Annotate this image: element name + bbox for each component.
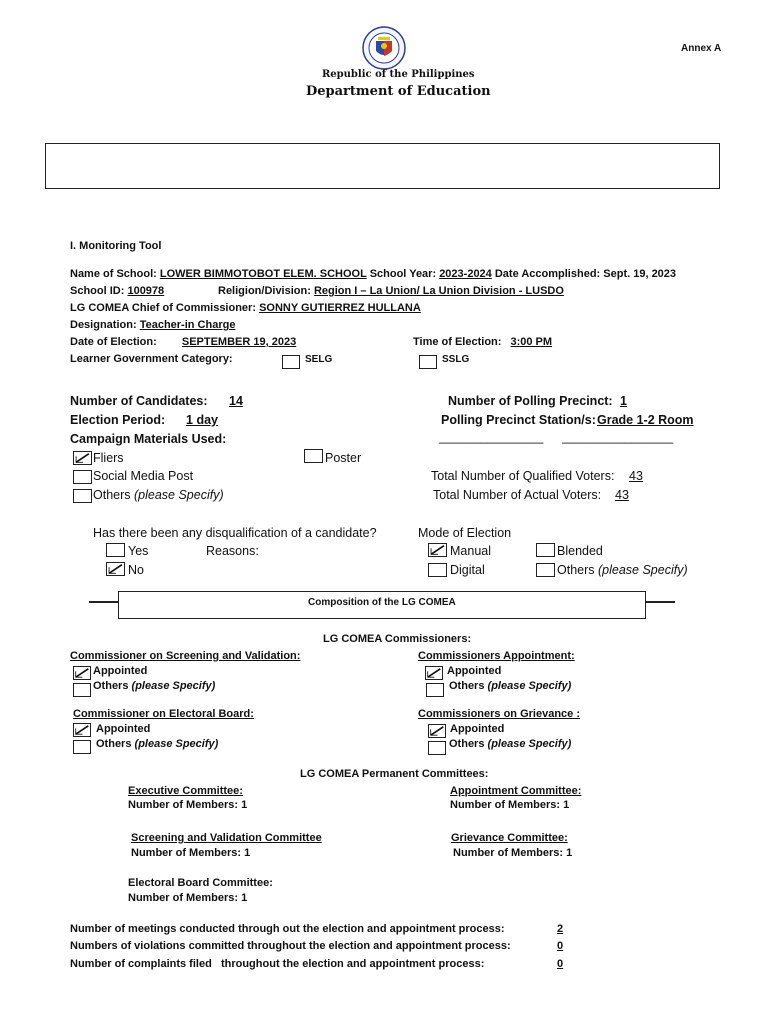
check-mark-icon [426,667,442,679]
disq-yes-checkbox[interactable] [106,543,125,557]
materials-label: Campaign Materials Used: [70,432,227,446]
school-id-label: School ID: [70,285,125,297]
period-label: Election Period: [70,413,166,427]
mode-label: Mode of Election [418,526,512,540]
screening-appointed-label: Appointed [93,665,148,677]
others-material-specify: (please Specify) [134,488,224,502]
permanent-title: LG COMEA Permanent Committees: [300,768,489,780]
electoral-others-text: Others [96,738,132,750]
chief-label: LG COMEA Chief of Commissioner: [70,302,256,314]
sslg-checkbox[interactable] [419,355,437,369]
griev-committee-members: Number of Members: 1 [453,847,573,859]
date-accomplished-value: Sept. 19, 2023 [603,268,677,280]
selg-checkbox[interactable] [282,355,300,369]
title-box [45,143,720,189]
department-heading: Department of Education [306,84,491,99]
manual-checkbox[interactable] [428,543,447,557]
electoral-others-specify: (please Specify) [134,738,219,750]
candidates-label: Number of Candidates: [70,394,208,408]
election-date-value: SEPTEMBER 19, 2023 [181,336,297,348]
category-label: Learner Government Category: [70,353,233,365]
precinct-value: 1 [620,394,627,408]
selg-label: SELG [305,354,333,365]
sslg-label: SSLG [442,354,470,365]
sv-committee-members: Number of Members: 1 [131,847,251,859]
composition-title: Composition of the LG COMEA [308,597,456,608]
chief-value: SONNY GUTIERREZ HULLANA [259,302,421,314]
manual-label: Manual [450,544,491,558]
grievance-appointed-label: Appointed [450,723,505,735]
school-name-row [70,268,676,280]
screening-others-label [93,680,215,692]
fliers-label: Fliers [93,451,124,465]
fliers-checkbox[interactable] [73,451,92,465]
reasons-label: Reasons: [206,544,259,558]
blended-checkbox[interactable] [536,543,555,557]
designation-row [70,319,235,331]
check-mark-icon [74,452,91,464]
designation-label: Designation: [70,319,137,331]
grievance-title: Commissioners on Grievance : [418,708,580,720]
exec-committee-title: Executive Committee: [128,785,243,797]
school-id-row [70,285,164,297]
appointment-others-specify: (please Specify) [487,680,572,692]
republic-heading: Republic of the Philippines [322,69,475,80]
election-time-row [413,336,560,348]
eb-committee-title: Electoral Board Committee: [128,877,273,889]
qualified-voters-label: Total Number of Qualified Voters: [431,469,615,483]
disq-yes-label: Yes [128,544,149,558]
election-date-label: Date of Election: [70,336,157,348]
grievance-appointed-checkbox[interactable] [428,724,446,738]
social-media-checkbox[interactable] [73,470,92,484]
qualified-voters-value: 43 [629,469,643,483]
banner-line-right [645,601,675,603]
election-time-label: Time of Election: [413,336,502,348]
mode-others-checkbox[interactable] [536,563,555,577]
poster-label: Poster [325,451,362,465]
appointment-title: Commissioners Appointment: [418,650,575,662]
station-blank-1: _______________ [439,430,544,444]
appointment-others-checkbox[interactable] [426,683,444,697]
date-accomplished-label: Date Accomplished: [494,268,601,280]
check-mark-icon [429,725,445,737]
electoral-title: Commissioner on Electoral Board: [73,708,254,720]
disq-no-label: No [128,563,144,577]
others-material-text: Others [93,488,131,502]
appointment-appointed-label: Appointed [447,665,502,677]
chief-row [70,302,421,314]
blended-label: Blended [557,544,603,558]
actual-voters-label: Total Number of Actual Voters: [433,488,602,502]
school-year-label: School Year: [369,268,437,280]
screening-title: Commissioner on Screening and Validation: [70,650,301,662]
check-mark-icon [107,563,124,575]
meetings-label: Number of meetings conducted through out the election and appointment process: [70,923,505,935]
candidates-value: 14 [229,394,243,408]
section-title: I. Monitoring Tool [70,240,162,252]
region-value: Region I – La Union/ La Union Division - LUSDO [313,285,564,297]
period-value: 1 day [186,413,218,427]
station-blank-2: ________________ [562,430,674,444]
electoral-others-checkbox[interactable] [73,740,91,754]
grievance-others-label [449,738,571,750]
region-row [218,285,564,297]
mode-others-specify: (please Specify) [598,563,688,577]
designation-value: Teacher-in Charge [139,319,236,331]
screening-appointed-checkbox[interactable] [73,666,91,680]
screening-others-checkbox[interactable] [73,683,91,697]
digital-label: Digital [450,563,485,577]
check-mark-icon [74,667,90,679]
exec-committee-members: Number of Members: 1 [128,799,248,811]
school-id-value: 100978 [127,285,165,297]
sv-committee-title: Screening and Validation Committee [131,832,322,844]
appointment-appointed-checkbox[interactable] [425,666,443,680]
meetings-value: 2 [557,923,564,935]
grievance-others-checkbox[interactable] [428,741,446,755]
mode-others-text: Others [557,563,595,577]
check-mark-icon [74,724,90,736]
school-name-label: Name of School: [70,268,157,280]
others-material-label [93,488,224,502]
complaints-label: Number of complaints filed throughout the election and appointment process: [70,958,485,970]
eb-committee-members: Number of Members: 1 [128,892,248,904]
station-value: Grade 1-2 Room [597,413,694,427]
electoral-others-label [96,738,218,750]
digital-checkbox[interactable] [428,563,447,577]
mode-others-label [557,563,688,577]
electoral-appointed-label: Appointed [96,723,151,735]
banner-line-left [89,601,119,603]
school-year-value: 2023-2024 [439,268,492,280]
grievance-others-text: Others [449,738,485,750]
violations-label: Numbers of violations committed throughout the election and appointment process: [70,940,511,952]
complaints-value: 0 [557,958,564,970]
commissioners-title: LG COMEA Commissioners: [323,633,472,645]
region-label: Religion/Division: [218,285,311,297]
griev-committee-title: Grievance Committee: [451,832,568,844]
election-time-value: 3:00 PM [510,336,553,348]
precinct-label: Number of Polling Precinct: [448,394,613,408]
appt-committee-title: Appointment Committee: [450,785,582,797]
deped-seal [362,26,406,70]
check-mark-icon [429,544,446,556]
screening-others-text: Others [93,680,129,692]
others-material-checkbox[interactable] [73,489,92,503]
disqualification-question: Has there been any disqualification of a candidate? [93,526,377,540]
screening-others-specify: (please Specify) [131,680,216,692]
grievance-others-specify: (please Specify) [487,738,572,750]
disq-no-checkbox[interactable] [106,562,125,576]
school-name-value: LOWER BIMMOTOBOT ELEM. SCHOOL [159,268,367,280]
station-label: Polling Precinct Station/s: [441,413,596,427]
election-date-row [70,336,410,348]
poster-checkbox[interactable] [304,449,323,463]
actual-voters-value: 43 [615,488,629,502]
appt-committee-members: Number of Members: 1 [450,799,570,811]
social-media-label: Social Media Post [93,469,194,483]
electoral-appointed-checkbox[interactable] [73,723,91,737]
violations-value: 0 [557,940,564,952]
appointment-others-text: Others [449,680,485,692]
appointment-others-label [449,680,571,692]
annex-label: Annex A [681,43,722,54]
